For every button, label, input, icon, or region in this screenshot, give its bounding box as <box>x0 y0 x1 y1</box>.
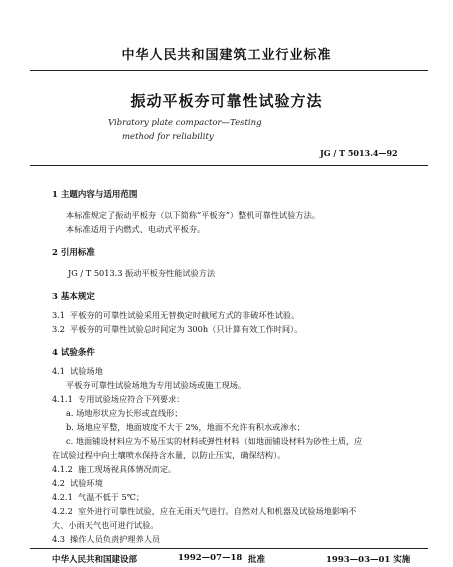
clause-number: 4.1.1 <box>52 394 73 404</box>
clause-number: 3.1 <box>52 310 66 320</box>
list-item-b: b. 场地应平整，地面坡度不大于 2%，地面不允许有积水或渗水； <box>66 422 305 432</box>
section-1-heading: 1 主题内容与适用范围 <box>52 190 138 200</box>
clause-number: 4.2.2 <box>52 506 73 516</box>
issuer-title: 中华人民共和国建筑工业行业标准 <box>121 48 332 63</box>
footer-approve-date: 1992—07—18 <box>178 553 243 563</box>
clause-4-1-1-text: 专用试验场应符合下列要求： <box>78 394 185 404</box>
standard-title-en-line2: method for reliability <box>122 132 214 142</box>
clause-number: 4.3 <box>52 534 66 544</box>
clause-4-3-text: 操作人员负责护理养人员 <box>70 534 161 544</box>
section-1-paragraph-1: 本标准规定了振动平板夯（以下简称“平板夯”）整机可靠性试验方法。 <box>66 210 320 220</box>
footer-issuer: 中华人民共和国建设部 <box>52 555 138 565</box>
section-3-heading: 3 基本规定 <box>52 292 95 302</box>
standard-title-cn: 振动平板夯可靠性试验方法 <box>130 92 323 110</box>
clause-number: 3.2 <box>52 324 66 334</box>
section-2-heading: 2 引用标准 <box>52 248 95 258</box>
title-rule <box>30 165 428 166</box>
list-item-c-line1: c. 地面铺设材料应为不易压实的材料或弹性材料（如地面铺设材料为砂性土质，应 <box>66 436 363 446</box>
footer-effective-date: 1993—03—01 实施 <box>326 555 411 565</box>
clause-4-2-2-text-line1: 室外进行可靠性试验，应在无雨天气进行。自然对人和机器及试验场地影响不 <box>78 506 357 516</box>
section-4-heading: 4 试验条件 <box>52 348 95 358</box>
list-item-c-line2: 在试验过程中向土壤喷水保持含水量，以防止压实，确保结构）。 <box>52 450 286 460</box>
clause-number: 4.1.2 <box>52 464 73 474</box>
standard-code: JG / T 5013.4—92 <box>320 148 398 158</box>
clause-4-1-title: 试验场地 <box>70 366 103 376</box>
header-rule <box>30 70 428 71</box>
clause-4-2-title: 试验环境 <box>70 478 103 488</box>
footer-rule <box>30 548 428 549</box>
standard-title-en-line1: Vibratory plate compactor—Testing <box>108 118 262 128</box>
section-1-paragraph-2: 本标准适用于内燃式、电动式平板夯。 <box>66 224 206 234</box>
clause-number: 4.1 <box>52 366 66 376</box>
clause-4-2-1-text: 气温不低于 5℃； <box>78 492 145 502</box>
clause-3-2-text: 平板夯的可靠性试验总时间定为 300h（只计算有效工作时间）。 <box>70 324 303 334</box>
clause-4-1-paragraph: 平板夯可靠性试验场地为专用试验场或施工现场。 <box>66 380 247 390</box>
clause-number: 4.2.1 <box>52 492 73 502</box>
section-2-reference: JG / T 5013.3 振动平板夯性能试验方法 <box>68 268 216 278</box>
clause-4-2-2-text-line2: 大、小雨天气也可进行试验。 <box>52 520 159 530</box>
clause-3-1-text: 平板夯的可靠性试验采用无替换定时截尾方式的非破坏性试验。 <box>70 310 300 320</box>
clause-4-1-2-text: 施工现场视具体情况而定。 <box>78 464 177 474</box>
footer-approve-label: 批准 <box>248 555 266 565</box>
clause-number: 4.2 <box>52 478 66 488</box>
list-item-a: a. 场地形状应为长形或直线形； <box>66 408 183 418</box>
